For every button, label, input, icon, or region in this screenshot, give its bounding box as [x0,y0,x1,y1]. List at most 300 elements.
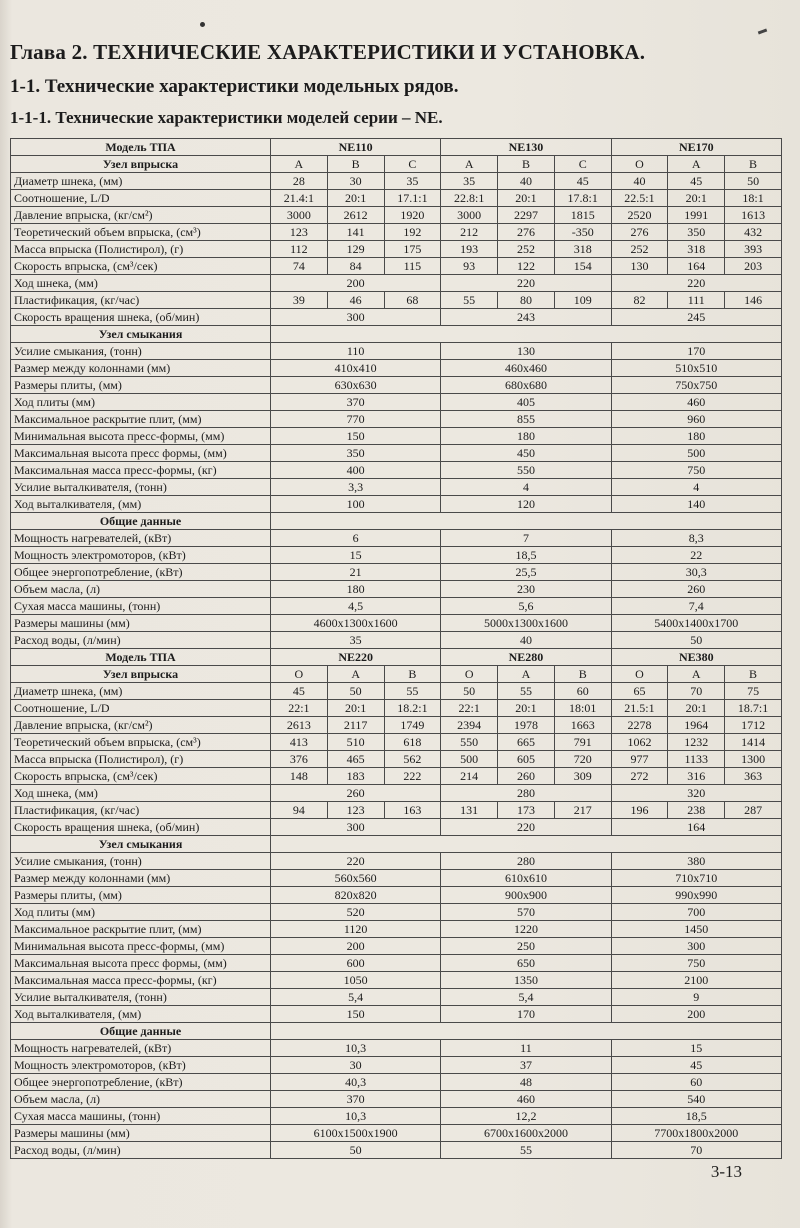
table-row [11,785,782,802]
value-cell: 276 [498,224,555,241]
value-cell: 123 [327,802,384,819]
row-label: Максимальное раскрытие плит, (мм) [11,411,271,428]
value-cell: 17.1:1 [384,190,441,207]
value-cell: 148 [271,768,328,785]
value-cell: 7700x1800x2000 [611,1125,781,1142]
value-cell: 21.5:1 [611,700,668,717]
variant-cell: B [725,666,782,683]
row-label: Теоретический объем впрыска, (см³) [11,224,271,241]
value-cell: 9 [611,989,781,1006]
value-cell: 460 [611,394,781,411]
value-cell: 48 [441,1074,611,1091]
value-cell: 173 [498,802,555,819]
value-cell: 6700x1600x2000 [441,1125,611,1142]
row-label: Соотношение, L/D [11,190,271,207]
value-cell: 600 [271,955,441,972]
value-cell: 4600x1300x1600 [271,615,441,632]
row-label: Сухая масса машины, (тонн) [11,598,271,615]
value-cell: 22.5:1 [611,190,668,207]
value-cell: 123 [271,224,328,241]
table-row [11,955,782,972]
value-cell: 164 [668,258,725,275]
value-cell: 700 [611,904,781,921]
table-row [11,496,782,513]
value-cell: 6 [271,530,441,547]
value-cell: 318 [668,241,725,258]
value-cell: 200 [271,275,441,292]
table-row [11,258,782,275]
row-label: Скорость впрыска, (см³/сек) [11,258,271,275]
value-cell: 8,3 [611,530,781,547]
value-cell: 18,5 [441,547,611,564]
value-cell: 217 [554,802,611,819]
value-cell: 5,4 [441,989,611,1006]
section-header: Узел впрыска [11,156,271,173]
table-row [11,819,782,836]
empty-cell [271,1023,782,1040]
value-cell: 370 [271,1091,441,1108]
value-cell: 112 [271,241,328,258]
value-cell: 55 [441,1142,611,1159]
value-cell: 220 [271,853,441,870]
value-cell: 300 [271,819,441,836]
value-cell: 450 [441,445,611,462]
value-cell: 665 [498,734,555,751]
value-cell: 220 [611,275,781,292]
value-cell: 710x710 [611,870,781,887]
value-cell: 550 [441,462,611,479]
row-label: Ход выталкивателя, (мм) [11,496,271,513]
section-title: 1-1. Технические характеристики модельных рядов. [10,76,459,97]
value-cell: 260 [271,785,441,802]
row-label: Скорость вращения шнека, (об/мин) [11,309,271,326]
value-cell: 4 [441,479,611,496]
value-cell: 22.8:1 [441,190,498,207]
value-cell: 900x900 [441,887,611,904]
value-cell: 252 [498,241,555,258]
table-row [11,615,782,632]
ink-dot [200,22,205,27]
value-cell: 260 [611,581,781,598]
value-cell: 21.4:1 [271,190,328,207]
value-cell: 35 [441,173,498,190]
table-row [11,989,782,1006]
variant-cell: C [554,156,611,173]
value-cell: 39 [271,292,328,309]
value-cell: 432 [725,224,782,241]
value-cell: 22:1 [271,700,328,717]
value-cell: 18.7:1 [725,700,782,717]
value-cell: 100 [271,496,441,513]
value-cell: 200 [611,1006,781,1023]
value-cell: 11 [441,1040,611,1057]
value-cell: 1991 [668,207,725,224]
row-label: Диаметр шнека, (мм) [11,173,271,190]
value-cell: 320 [611,785,781,802]
value-cell: 250 [441,938,611,955]
value-cell: 196 [611,802,668,819]
model-name: NE280 [441,649,611,666]
value-cell: 180 [271,581,441,598]
row-label: Размеры плиты, (мм) [11,887,271,904]
row-label: Пластификация, (кг/час) [11,802,271,819]
value-cell: 45 [554,173,611,190]
value-cell: 5000x1300x1600 [441,615,611,632]
table-row [11,1125,782,1142]
value-cell: 393 [725,241,782,258]
row-label: Максимальное раскрытие плит, (мм) [11,921,271,938]
value-cell: 1815 [554,207,611,224]
row-label: Ход плиты (мм) [11,904,271,921]
value-cell: 30,3 [611,564,781,581]
row-label: Ход шнека, (мм) [11,275,271,292]
value-cell: 4 [611,479,781,496]
value-cell: 40 [441,632,611,649]
value-cell: 50 [611,632,781,649]
row-label: Объем масла, (л) [11,1091,271,1108]
row-label: Масса впрыска (Полистирол), (г) [11,241,271,258]
model-name: NE220 [271,649,441,666]
value-cell: 1749 [384,717,441,734]
value-cell: 37 [441,1057,611,1074]
value-cell: 977 [611,751,668,768]
value-cell: 1414 [725,734,782,751]
value-cell: 30 [271,1057,441,1074]
variant-cell: A [668,666,725,683]
value-cell: 214 [441,768,498,785]
value-cell: 55 [441,292,498,309]
value-cell: 570 [441,904,611,921]
table-row [11,768,782,785]
value-cell: 7 [441,530,611,547]
row-label: Максимальная высота пресс формы, (мм) [11,445,271,462]
value-cell: 25,5 [441,564,611,581]
value-cell: 540 [611,1091,781,1108]
value-cell: 630x630 [271,377,441,394]
value-cell: 30 [327,173,384,190]
value-cell: 130 [441,343,611,360]
table-row [11,394,782,411]
value-cell: 65 [611,683,668,700]
table-row [11,309,782,326]
value-cell: 1450 [611,921,781,938]
value-cell: 460 [441,1091,611,1108]
variant-row [11,156,782,173]
value-cell: 260 [498,768,555,785]
value-cell: 150 [271,428,441,445]
row-label: Размер между колоннами (мм) [11,870,271,887]
row-label: Размеры машины (мм) [11,1125,271,1142]
value-cell: 990x990 [611,887,781,904]
row-label: Мощность нагревателей, (кВт) [11,530,271,547]
value-cell: 20:1 [668,700,725,717]
value-cell: 3000 [271,207,328,224]
model-header: Модель ТПА [11,139,271,156]
variant-cell: A [668,156,725,173]
value-cell: 55 [384,683,441,700]
value-cell: 17.8:1 [554,190,611,207]
value-cell: 60 [611,1074,781,1091]
section-header: Узел смыкания [11,836,271,853]
row-label: Теоретический объем впрыска, (см³) [11,734,271,751]
table-row [11,411,782,428]
row-label: Скорость вращения шнека, (об/мин) [11,819,271,836]
value-cell: 222 [384,768,441,785]
value-cell: 141 [327,224,384,241]
value-cell: 131 [441,802,498,819]
value-cell: 22 [611,547,781,564]
row-label: Усилие смыкания, (тонн) [11,343,271,360]
table-row [11,292,782,309]
value-cell: 28 [271,173,328,190]
table-row [11,343,782,360]
table-row [11,360,782,377]
value-cell: 1220 [441,921,611,938]
value-cell: 276 [611,224,668,241]
value-cell: 18:01 [554,700,611,717]
value-cell: 855 [441,411,611,428]
value-cell: 1663 [554,717,611,734]
table-row [11,428,782,445]
value-cell: 20:1 [668,190,725,207]
value-cell: 309 [554,768,611,785]
table-row [11,1040,782,1057]
section-header-row [11,1023,782,1040]
table-row [11,479,782,496]
table-row [11,207,782,224]
value-cell: 46 [327,292,384,309]
value-cell: 80 [498,292,555,309]
value-cell: 380 [611,853,781,870]
value-cell: 2612 [327,207,384,224]
value-cell: 750x750 [611,377,781,394]
model-header-row [11,139,782,156]
value-cell: 500 [441,751,498,768]
value-cell: 40,3 [271,1074,441,1091]
value-cell: 1062 [611,734,668,751]
value-cell: 15 [271,547,441,564]
empty-cell [271,326,782,343]
value-cell: 154 [554,258,611,275]
value-cell: 1133 [668,751,725,768]
table-row [11,224,782,241]
value-cell: 170 [441,1006,611,1023]
table-row [11,564,782,581]
table-row [11,377,782,394]
row-label: Масса впрыска (Полистирол), (г) [11,751,271,768]
value-cell: 1978 [498,717,555,734]
row-label: Минимальная высота пресс-формы, (мм) [11,938,271,955]
value-cell: 2613 [271,717,328,734]
value-cell: 220 [441,819,611,836]
value-cell: 6100x1500x1900 [271,1125,441,1142]
table-row [11,173,782,190]
section-header: Узел впрыска [11,666,271,683]
value-cell: 20:1 [327,190,384,207]
value-cell: 510x510 [611,360,781,377]
value-cell: 129 [327,241,384,258]
value-cell: 193 [441,241,498,258]
value-cell: 10,3 [271,1108,441,1125]
value-cell: 74 [271,258,328,275]
value-cell: 150 [271,1006,441,1023]
value-cell: 272 [611,768,668,785]
value-cell: 70 [668,683,725,700]
row-label: Размеры плиты, (мм) [11,377,271,394]
value-cell: 650 [441,955,611,972]
table-row [11,734,782,751]
row-label: Усилие выталкивателя, (тонн) [11,479,271,496]
value-cell: 45 [271,683,328,700]
variant-cell: O [441,666,498,683]
value-cell: 164 [611,819,781,836]
value-cell: 84 [327,258,384,275]
value-cell: 960 [611,411,781,428]
value-cell: 68 [384,292,441,309]
value-cell: 93 [441,258,498,275]
value-cell: 720 [554,751,611,768]
value-cell: 115 [384,258,441,275]
table-row [11,887,782,904]
table-row [11,275,782,292]
section-header: Узел смыкания [11,326,271,343]
value-cell: 605 [498,751,555,768]
row-label: Общее энергопотребление, (кВт) [11,564,271,581]
value-cell: 75 [725,683,782,700]
value-cell: 40 [498,173,555,190]
value-cell: 410x410 [271,360,441,377]
table-row [11,581,782,598]
table-row [11,1108,782,1125]
variant-cell: O [611,156,668,173]
row-label: Ход плиты (мм) [11,394,271,411]
value-cell: 50 [327,683,384,700]
table-row [11,190,782,207]
value-cell: 35 [384,173,441,190]
table-row [11,241,782,258]
spec-table [10,138,782,1159]
value-cell: 20:1 [498,190,555,207]
table-row [11,530,782,547]
value-cell: 21 [271,564,441,581]
value-cell: 50 [271,1142,441,1159]
value-cell: 376 [271,751,328,768]
row-label: Ход выталкивателя, (мм) [11,1006,271,1023]
value-cell: 50 [441,683,498,700]
variant-cell: A [327,666,384,683]
value-cell: 18.2:1 [384,700,441,717]
value-cell: 40 [611,173,668,190]
row-label: Скорость впрыска, (см³/сек) [11,768,271,785]
value-cell: 770 [271,411,441,428]
value-cell: 610x610 [441,870,611,887]
model-name: NE170 [611,139,781,156]
value-cell: 1120 [271,921,441,938]
value-cell: 400 [271,462,441,479]
value-cell: 1300 [725,751,782,768]
value-cell: 18:1 [725,190,782,207]
value-cell: 413 [271,734,328,751]
subsection-title: 1-1-1. Технические характеристики моделей серии – NE. [10,108,443,127]
value-cell: 3,3 [271,479,441,496]
row-label: Соотношение, L/D [11,700,271,717]
value-cell: 245 [611,309,781,326]
value-cell: 35 [271,632,441,649]
value-cell: 45 [668,173,725,190]
row-label: Давление впрыска, (кг/см²) [11,207,271,224]
variant-cell: A [498,666,555,683]
value-cell: 55 [498,683,555,700]
row-label: Мощность электромоторов, (кВт) [11,1057,271,1074]
table-row [11,717,782,734]
row-label: Мощность нагревателей, (кВт) [11,1040,271,1057]
value-cell: 287 [725,802,782,819]
value-cell: 238 [668,802,725,819]
variant-cell: B [498,156,555,173]
value-cell: 20:1 [327,700,384,717]
row-label: Давление впрыска, (кг/см²) [11,717,271,734]
value-cell: 300 [611,938,781,955]
variant-cell: B [725,156,782,173]
variant-row [11,666,782,683]
value-cell: 820x820 [271,887,441,904]
row-label: Общее энергопотребление, (кВт) [11,1074,271,1091]
value-cell: 363 [725,768,782,785]
value-cell: 111 [668,292,725,309]
page-number: 3-13 [710,1162,742,1181]
row-label: Пластификация, (кг/час) [11,292,271,309]
section-header-row [11,513,782,530]
value-cell: 50 [725,173,782,190]
table-row [11,1074,782,1091]
value-cell: 350 [668,224,725,241]
value-cell: 2394 [441,717,498,734]
value-cell: 280 [441,785,611,802]
value-cell: 2100 [611,972,781,989]
variant-cell: B [384,666,441,683]
value-cell: 560x560 [271,870,441,887]
value-cell: 183 [327,768,384,785]
value-cell: 550 [441,734,498,751]
table-row [11,904,782,921]
value-cell: 2520 [611,207,668,224]
table-row [11,802,782,819]
row-label: Размеры машины (мм) [11,615,271,632]
value-cell: 2278 [611,717,668,734]
value-cell: 280 [441,853,611,870]
row-label: Диаметр шнека, (мм) [11,683,271,700]
table-row [11,1091,782,1108]
value-cell: 300 [271,309,441,326]
value-cell: 12,2 [441,1108,611,1125]
section-header: Общие данные [11,513,271,530]
value-cell: 82 [611,292,668,309]
value-cell: 318 [554,241,611,258]
value-cell: 1613 [725,207,782,224]
table-row [11,1057,782,1074]
value-cell: 163 [384,802,441,819]
value-cell: 230 [441,581,611,598]
row-label: Объем масла, (л) [11,581,271,598]
value-cell: 1050 [271,972,441,989]
value-cell: 120 [441,496,611,513]
table-row [11,462,782,479]
value-cell: 500 [611,445,781,462]
ink-mark [758,29,767,35]
value-cell: 2297 [498,207,555,224]
value-cell: 1964 [668,717,725,734]
table-row [11,938,782,955]
